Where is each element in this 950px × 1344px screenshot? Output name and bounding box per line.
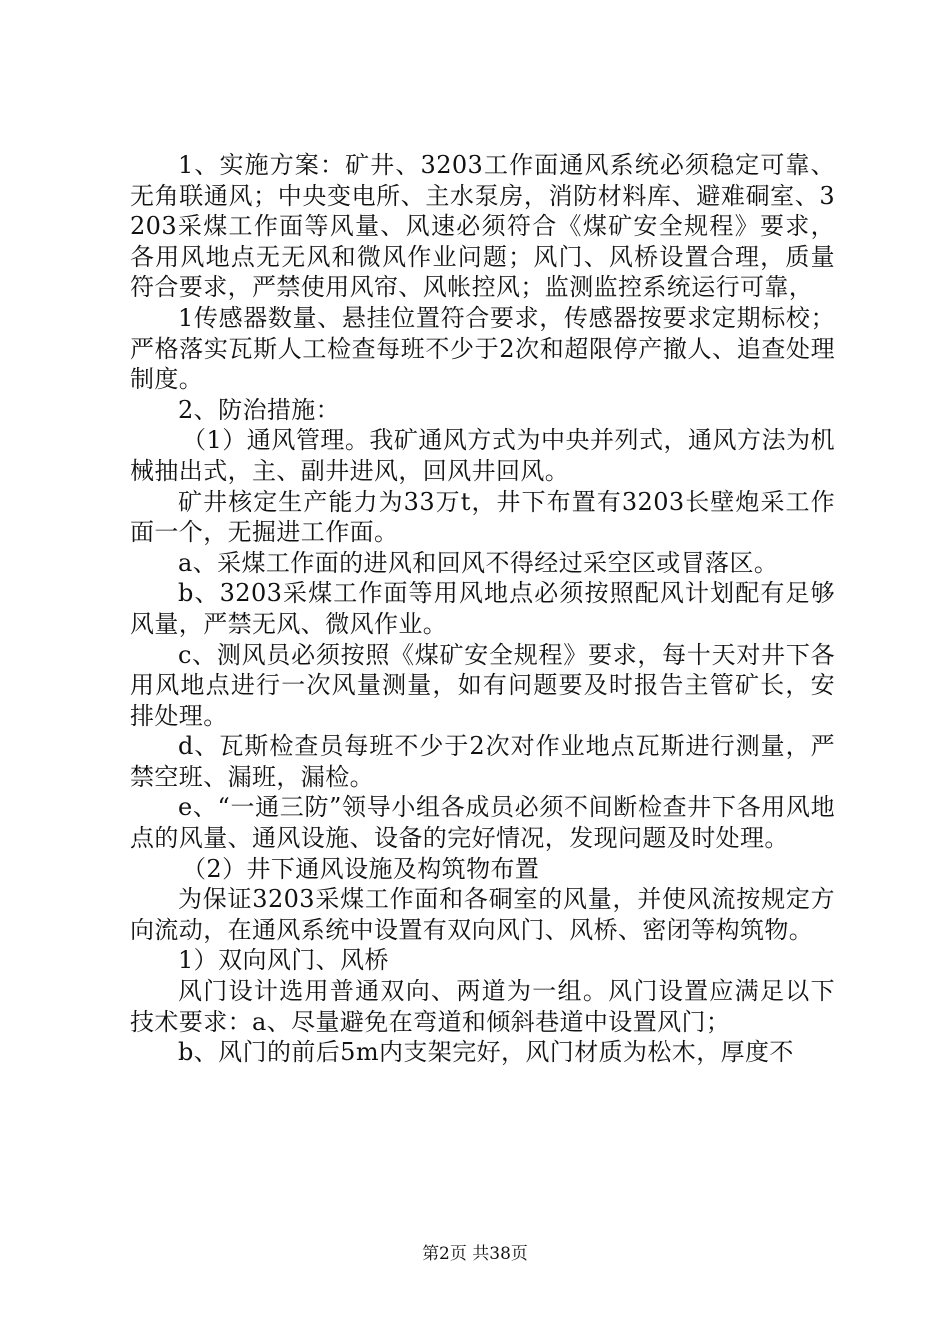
paragraph-sensors: 1传感器数量、悬挂位置符合要求，传感器按要求定期标校；严格落实瓦斯人工检查每班不少于2次和超限停产撤人、追查处理制度。: [130, 303, 835, 394]
paragraph-air-doors-heading: 1）双向风门、风桥: [178, 946, 389, 975]
paragraph-production-capacity: 矿井核定生产能力为33万t，井下布置有3203长壁炮采工作面一个，无掘进工作面。: [130, 487, 835, 547]
document-body: [130, 150, 835, 1068]
paragraph-air-door-design: 风门设计选用普通双向、两道为一组。风门设置应满足以下技术要求：a、尽量避免在弯道和倾斜巷道中设置风门；: [130, 977, 835, 1036]
paragraph-prevention-heading: 2、防治措施：: [178, 395, 341, 424]
paragraph-item-b: b、3203采煤工作面等用风地点必须按照配风计划配有足够风量，严禁无风、微风作业。: [130, 579, 835, 638]
paragraph-item-e: e、“一通三防”领导小组各成员必须不间断检查井下各用风地点的风量、通风设施、设备的完好情况，发现问题及时处理。: [130, 793, 835, 853]
paragraph-item-d: d、瓦斯检查员每班不少于2次对作业地点瓦斯进行测量，严禁空班、漏班，漏检。: [130, 732, 835, 791]
paragraph-item-a: a、采煤工作面的进风和回风不得经过采空区或冒落区。: [178, 548, 779, 577]
page-number-footer: 第2页 共38页: [422, 1244, 528, 1264]
paragraph-facilities-heading: （2）井下通风设施及构筑物布置: [182, 854, 540, 883]
paragraph-facilities-purpose: 为保证3203采煤工作面和各硐室的风量，并使风流按规定方向流动，在通风系统中设置有双向风门、风桥、密闭等构筑物。: [130, 885, 835, 944]
paragraph-implementation-plan: 1、实施方案：矿井、3203工作面通风系统必须稳定可靠、无角联通风；中央变电所、主水泵房，消防材料库、避难硐室、3203采煤工作面等风量、风速必须符合《煤矿安全规程》要求，各用风地点无无风和微风作业问题；风门、风桥设置合理，质量符合要求，严禁使用风帘、风帐控风；监测监控系统运行可靠，: [130, 151, 835, 302]
paragraph-air-door-support: b、风门的前后5m内支架完好，风门材质为松木，厚度不: [178, 1038, 794, 1067]
paragraph-item-c: c、测风员必须按照《煤矿安全规程》要求，每十天对井下各用风地点进行一次风量测量，如有问题要及时报告主管矿长，安排处理。: [130, 640, 835, 730]
paragraph-ventilation-management: （1）通风管理。我矿通风方式为中央并列式，通风方法为机械抽出式，主、副井进风，回风井回风。: [130, 426, 835, 485]
